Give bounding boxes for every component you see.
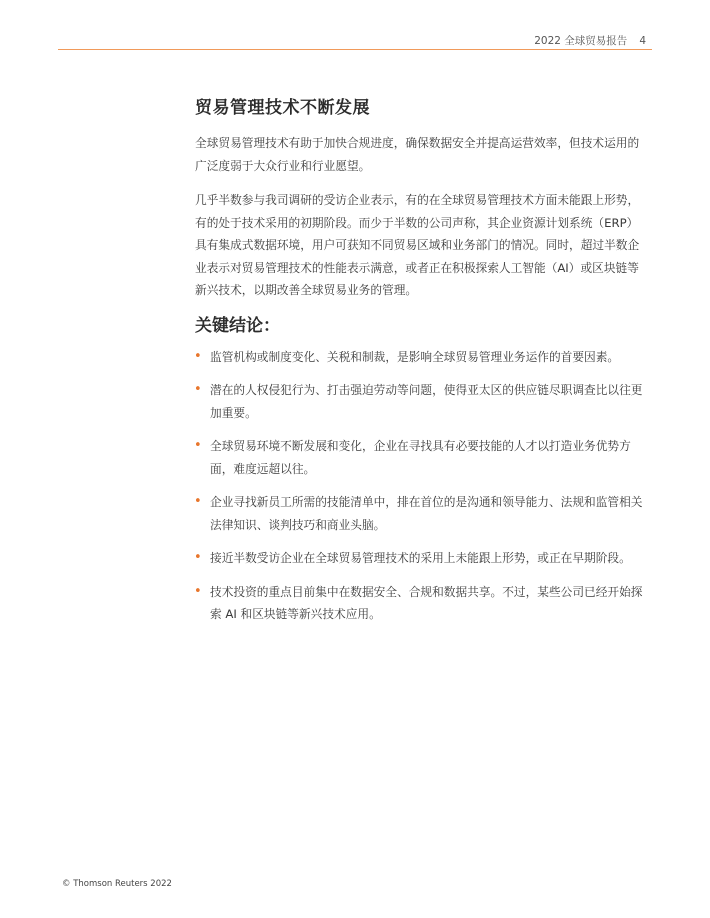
- bullet-icon: •: [194, 550, 202, 565]
- list-item: [195, 435, 645, 480]
- finding-text: 技术投资的重点目前集中在数据安全、合规和数据共享。不过，某些公司已经开始探索 AI 和区块链等新兴技术应用。: [210, 584, 643, 621]
- bullet-icon: •: [194, 438, 202, 453]
- key-findings-list: [195, 346, 645, 626]
- bullet-icon: •: [194, 583, 202, 599]
- finding-text: 潜在的人权侵犯行为、打击强迫劳动等问题，使得亚太区的供应链尽职调查比以往更加重要。: [210, 383, 643, 420]
- list-item: [195, 346, 645, 369]
- copyright-footer: © Thomson Reuters 2022: [62, 879, 172, 889]
- finding-text: 监管机构或制度变化、关税和制裁，是影响全球贸易管理业务运作的首要因素。: [210, 349, 620, 364]
- bullet-icon: •: [194, 494, 202, 509]
- list-item: [195, 581, 645, 626]
- intro-paragraph: 全球贸易管理技术有助于加快合规进度，确保数据安全并提高运营效率，但技术运用的广泛度弱于大众行业和行业愿望。: [195, 136, 640, 173]
- header-divider: [58, 49, 652, 50]
- survey-paragraph: 几乎半数参与我司调研的受访企业表示，有的在全球贸易管理技术方面未能跟上形势，有的处于技术采用的初期阶段。而少于半数的公司声称，其企业资源计划系统（ERP）具有集成式数据环境，用户可获知不同贸易区域和业务部门的情况。同时，超过半数企业表示对贸易管理技术的性能表示满意，或者正在积极探索人工智能（AI）或区块链等新兴技术，以期改善全球贸易业务的管理。: [195, 193, 640, 297]
- main-content: [195, 96, 645, 637]
- bullet-icon: •: [194, 348, 202, 364]
- list-item: [195, 379, 645, 424]
- page-number: 4: [639, 35, 646, 47]
- list-item: [195, 491, 645, 536]
- section-title: 贸易管理技术不断发展: [195, 98, 370, 118]
- bullet-icon: •: [194, 382, 202, 397]
- report-title: 2022 全球贸易报告: [534, 35, 628, 47]
- key-findings-title: 关键结论：: [195, 315, 280, 336]
- finding-text: 企业寻找新员工所需的技能清单中，排在首位的是沟通和领导能力、法规和监管相关法律知识、谈判技巧和商业头脑。: [210, 495, 643, 532]
- finding-text: 全球贸易环境不断发展和变化，企业在寻找具有必要技能的人才以打造业务优势方面，难度远超以往。: [210, 439, 631, 476]
- page-header: [0, 34, 646, 48]
- list-item: [195, 547, 645, 570]
- finding-text: 接近半数受访企业在全球贸易管理技术的采用上未能跟上形势，或正在早期阶段。: [210, 551, 631, 565]
